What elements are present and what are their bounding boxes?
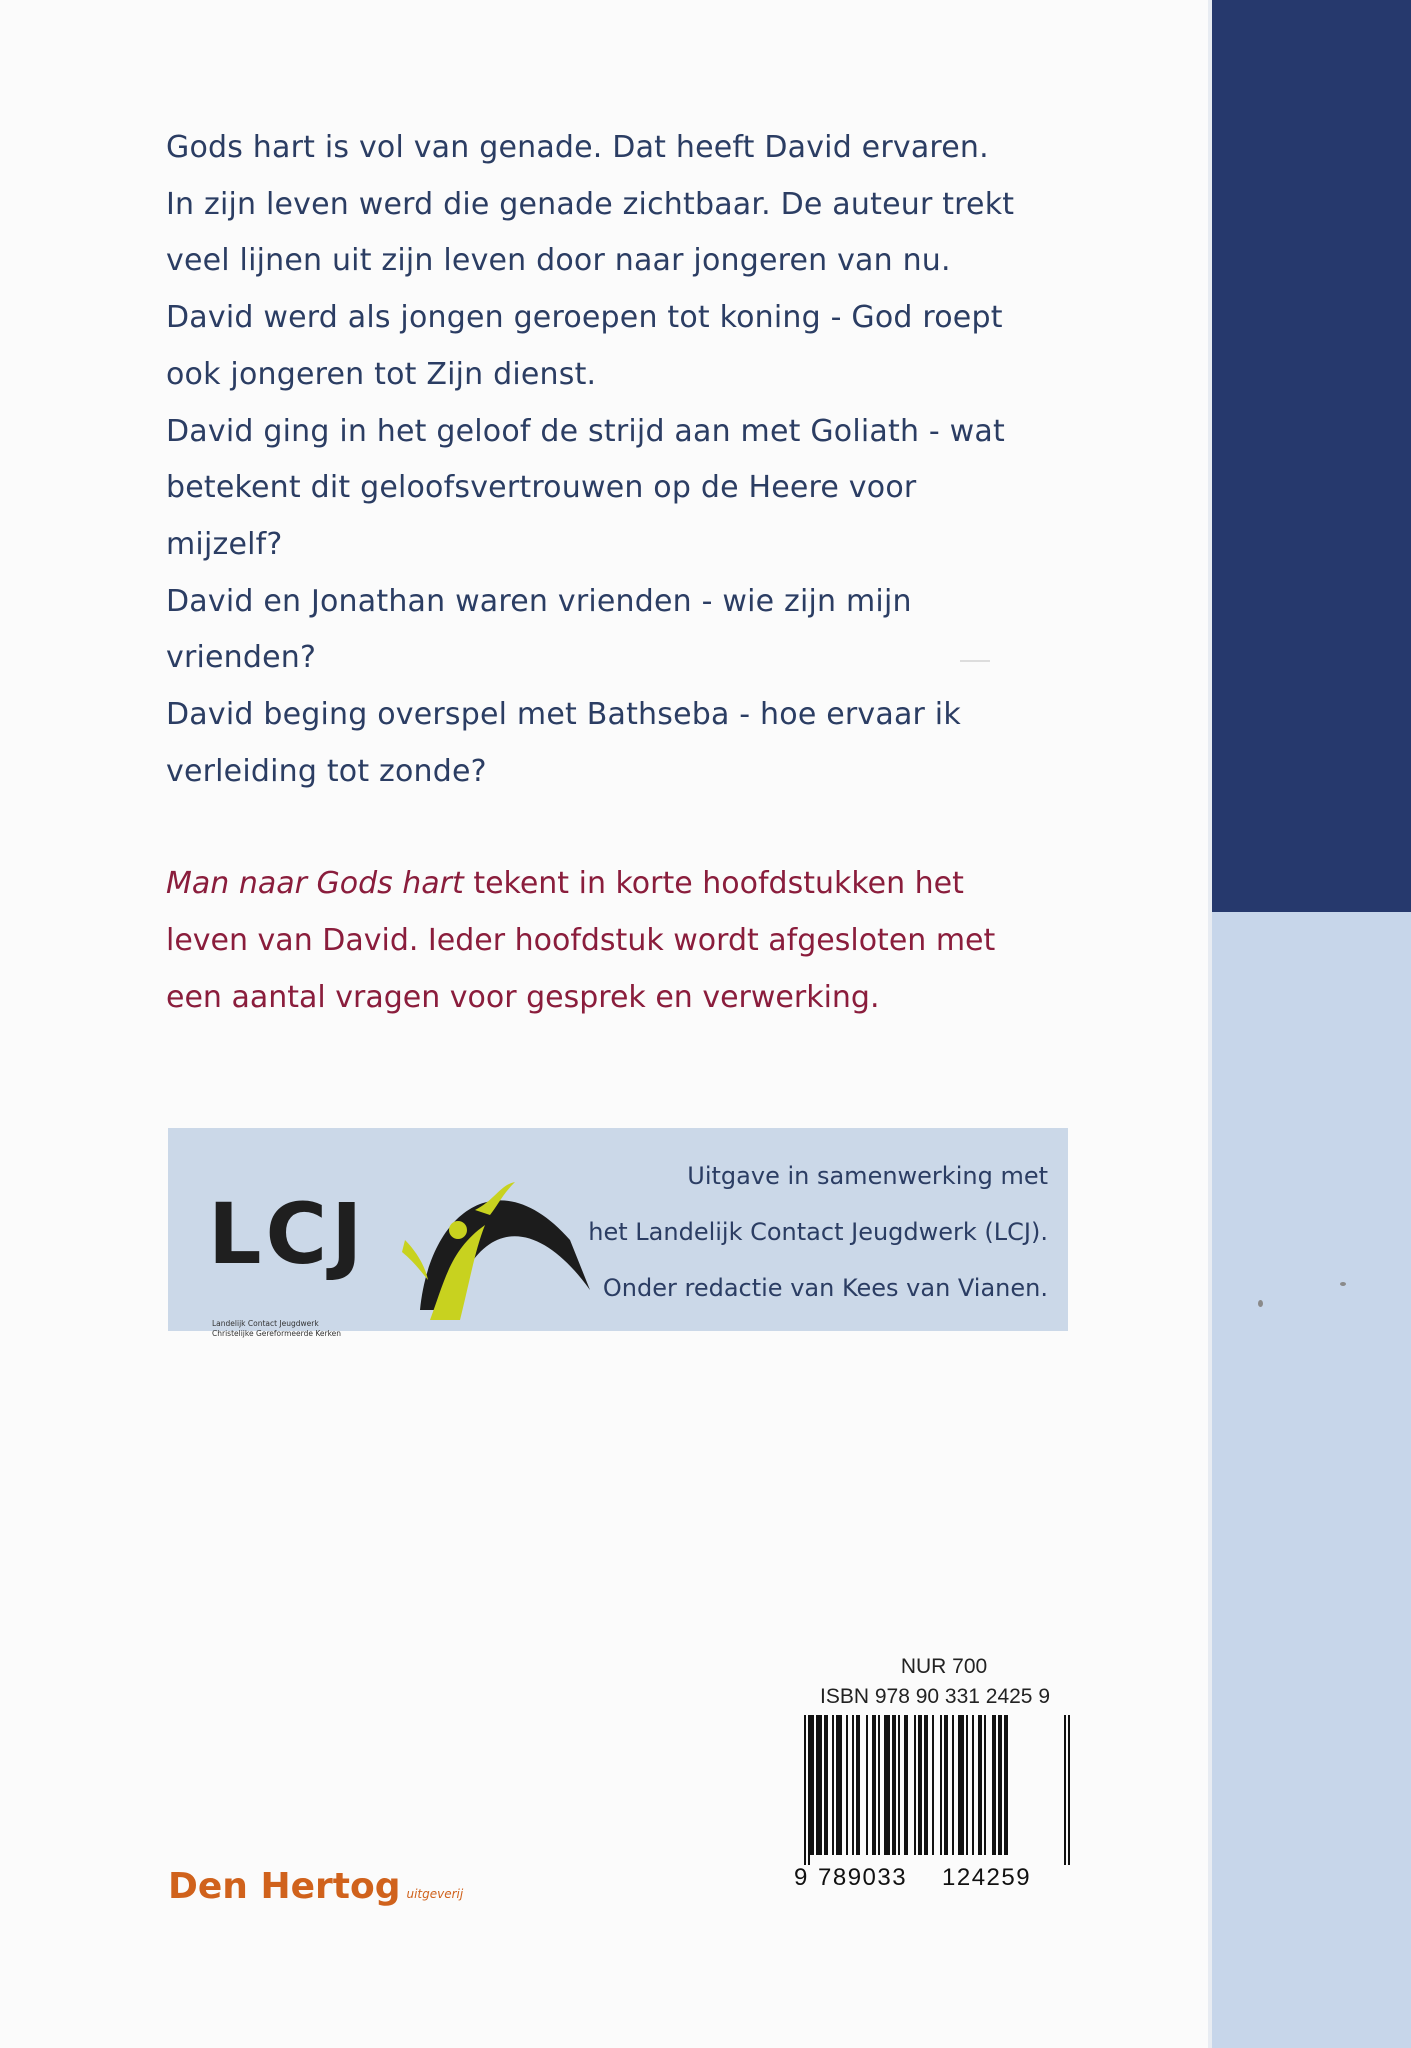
blurb-line: vrienden? — [166, 640, 317, 676]
barcode-bar — [978, 1715, 982, 1855]
lcj-arch-icon — [390, 1170, 590, 1320]
lcj-logo-subtitle — [212, 1319, 341, 1339]
barcode-guard-bar — [808, 1715, 810, 1865]
publisher-name: Den Hertog — [168, 1866, 401, 1907]
nur-code: NUR 700 — [900, 1655, 988, 1678]
lcj-logo-sub2: Christelijke Gereformeerde Kerken — [212, 1329, 342, 1338]
blurb-line: verleiding tot zonde? — [166, 753, 487, 789]
blurb-line: mijzelf? — [166, 526, 283, 562]
speck — [960, 660, 990, 662]
lcj-partner-box — [168, 1128, 1068, 1338]
blurb-line: In zijn leven werd die genade zichtbaar. De auteur trekt — [166, 186, 1015, 222]
barcode-block — [790, 1655, 1080, 1891]
publisher-tag: uitgeverij — [406, 1887, 464, 1901]
barcode-bar — [992, 1715, 996, 1855]
lcj-text-line: Uitgave in samenwerking met — [687, 1162, 1048, 1190]
barcode-bar — [832, 1715, 834, 1855]
barcode-bar — [944, 1715, 948, 1855]
spine-light-band — [1212, 912, 1411, 2048]
barcode-bar — [940, 1715, 942, 1855]
summary-line-rest: tekent in korte hoofdstukken het — [463, 866, 964, 901]
blurb-text — [166, 120, 1096, 800]
summary-line: leven van David. Ieder hoofdstuk wordt afgesloten met — [166, 923, 996, 958]
blurb-line: betekent dit geloofsvertrouwen op de Heere voor — [166, 470, 917, 506]
barcode-bar — [810, 1715, 814, 1855]
barcode-bar — [914, 1715, 916, 1855]
barcode-bar — [824, 1715, 828, 1855]
barcode-bar — [856, 1715, 860, 1855]
lcj-logo-sub1: Landelijk Contact Jeugdwerk — [212, 1319, 319, 1328]
barcode-guard-bar — [1064, 1715, 1066, 1865]
barcode-bar — [816, 1715, 822, 1855]
blurb-line: ook jongeren tot Zijn dienst. — [166, 356, 597, 392]
barcode-bar — [836, 1715, 842, 1855]
barcode-bars — [790, 1715, 1080, 1865]
barcode-bar — [918, 1715, 922, 1855]
barcode-digits-left: 789033 — [818, 1864, 908, 1891]
barcode-bar — [972, 1715, 974, 1855]
lcj-info-text — [588, 1148, 1048, 1316]
barcode-digit-lead: 9 — [794, 1864, 808, 1891]
barcode-bar — [932, 1715, 934, 1855]
barcode-bar — [998, 1715, 1002, 1855]
barcode-guard-bar — [804, 1715, 806, 1865]
blurb-line: veel lijnen uit zijn leven door naar jongeren van nu. — [166, 243, 951, 279]
lcj-text-line: het Landelijk Contact Jeugdwerk (LCJ). — [588, 1218, 1048, 1246]
book-title: Man naar Gods hart — [166, 866, 464, 901]
barcode-bar — [924, 1715, 928, 1855]
summary-text — [166, 855, 1096, 1026]
blurb-line: Gods hart is vol van genade. Dat heeft David ervaren. — [166, 130, 989, 165]
barcode-bar — [892, 1715, 896, 1855]
isbn-number: ISBN 978 90 331 2425 9 — [819, 1685, 1050, 1708]
barcode-bar — [852, 1715, 854, 1855]
lcj-logo-letters: LCJ — [208, 1185, 367, 1283]
summary-line — [166, 855, 1096, 912]
summary-line: een aantal vragen voor gesprek en verwerking. — [166, 980, 880, 1015]
publisher-logo — [168, 1866, 463, 1907]
barcode-bar — [878, 1715, 880, 1855]
barcode-bar — [952, 1715, 954, 1855]
spine-dark-band — [1212, 0, 1411, 912]
barcode-bar — [846, 1715, 848, 1855]
speck — [1258, 1300, 1263, 1307]
barcode-bar — [984, 1715, 986, 1855]
barcode-bar — [958, 1715, 964, 1855]
barcode-digits-right: 124259 — [942, 1864, 1032, 1891]
speck — [1340, 1282, 1346, 1286]
barcode-bar — [1004, 1715, 1008, 1855]
blurb-line: David beging overspel met Bathseba - hoe ervaar ik — [166, 697, 961, 733]
barcode-guard-bar — [1068, 1715, 1070, 1865]
barcode — [790, 1715, 1080, 1891]
barcode-bar — [904, 1715, 908, 1855]
blurb-line: David ging in het geloof de strijd aan met Goliath - wat — [166, 413, 1005, 449]
barcode-bar — [898, 1715, 900, 1855]
blurb-line: David werd als jongen geroepen tot koning - God roept — [166, 300, 1003, 336]
barcode-bar — [866, 1715, 868, 1855]
blurb-line: David en Jonathan waren vrienden - wie zijn mijn — [166, 583, 912, 619]
barcode-bar — [872, 1715, 876, 1855]
barcode-bar — [966, 1715, 968, 1855]
barcode-bar — [884, 1715, 890, 1855]
lcj-text-line: Onder redactie van Kees van Vianen. — [602, 1274, 1048, 1302]
lcj-logo — [190, 1156, 490, 1338]
